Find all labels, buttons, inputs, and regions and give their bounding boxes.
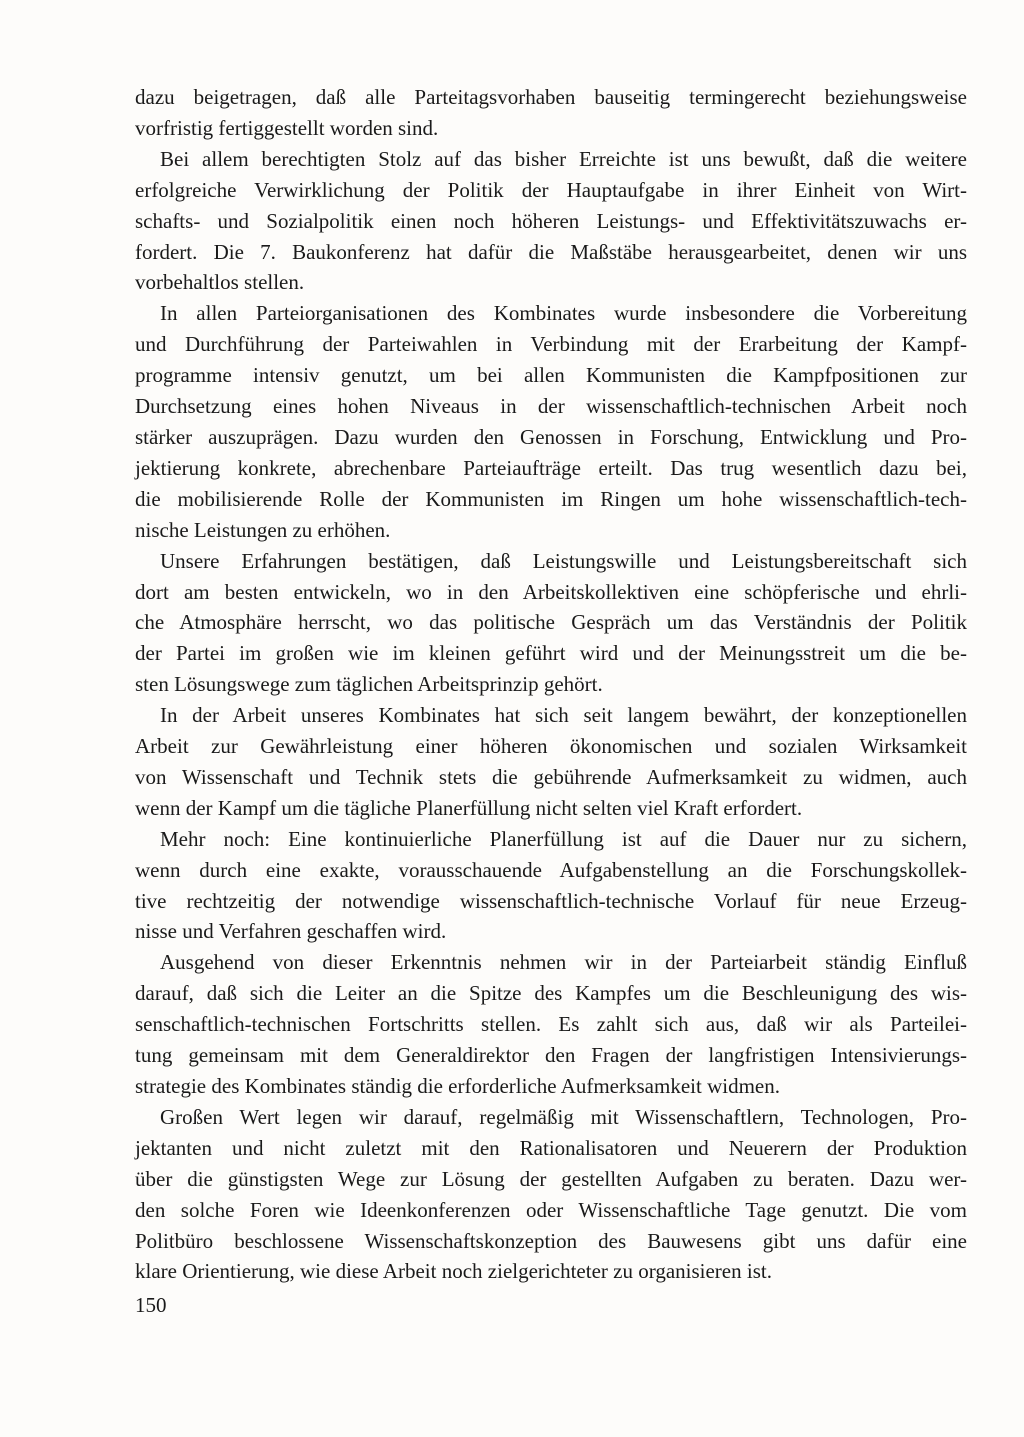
paragraph (135, 298, 967, 545)
text-line: jektanten und nicht zuletzt mit den Rationalisatoren und Neuerern der Produktion (135, 1135, 967, 1160)
text-line: stärker auszuprägen. Dazu wurden den Genossen in Forschung, Entwicklung und Pro- (135, 424, 967, 449)
text-line: programme intensiv genutzt, um bei allen Kommunisten die Kampfpositionen zur (135, 363, 967, 388)
paragraph (135, 947, 967, 1102)
text-line: schafts- und Sozialpolitik einen noch höheren Leistungs- und Effektivitätszuwachs er- (135, 208, 967, 233)
text-line: Mehr noch: Eine kontinuierliche Planerfüllung ist auf die Dauer nur zu sichern, (160, 826, 967, 851)
paragraph (135, 144, 967, 299)
text-line: senschaftlich-technischen Fortschritts stellen. Es zahlt sich aus, daß wir als Parteilei- (135, 1012, 967, 1037)
paragraph (135, 1102, 967, 1287)
text-line: wenn durch eine exakte, vorausschauende Aufgabenstellung an die Forschungskollek- (135, 857, 967, 882)
text-line: tive rechtzeitig der notwendige wissenschaftlich-technische Vorlauf für neue Erzeug- (135, 888, 967, 913)
paragraph (135, 82, 967, 144)
text-line: der Partei im großen wie im kleinen geführt wird und der Meinungsstreit um die be- (135, 641, 967, 666)
page-number: 150 (135, 1293, 167, 1317)
paragraph (135, 824, 967, 948)
text-line: dort am besten entwickeln, wo in den Arbeitskollektiven eine schöpferische und ehrli- (135, 579, 967, 604)
text-line: wenn der Kampf um die tägliche Planerfüllung nicht selten viel Kraft erfordert. (135, 795, 803, 820)
text-line: nisse und Verfahren geschaffen wird. (135, 919, 447, 944)
text-line: vorbehaltlos stellen. (135, 270, 305, 295)
text-line: tung gemeinsam mit dem Generaldirektor den Fragen der langfristigen Intensivierungs- (135, 1043, 967, 1068)
text-line: erfolgreiche Verwirklichung der Politik der Hauptaufgabe in ihrer Einheit von Wirt- (135, 177, 967, 202)
text-line: Ausgehend von dieser Erkenntnis nehmen wir in der Parteiarbeit ständig Einfluß (160, 950, 967, 975)
text-line: den solche Foren wie Ideenkonferenzen oder Wissenschaftliche Tage genutzt. Die vom (135, 1197, 967, 1222)
text-line: Politbüro beschlossene Wissenschaftskonzeption des Bauwesens gibt uns dafür eine (135, 1228, 967, 1253)
text-line: von Wissenschaft und Technik stets die gebührende Aufmerksamkeit zu widmen, auch (135, 764, 967, 789)
text-line: Unsere Erfahrungen bestätigen, daß Leistungswille und Leistungsbereitschaft sich (160, 548, 967, 573)
text-line: nische Leistungen zu erhöhen. (135, 517, 391, 542)
text-line: vorfristig fertiggestellt worden sind. (135, 115, 439, 140)
text-line: fordert. Die 7. Baukonferenz hat dafür die Maßstäbe herausgearbeitet, denen wir uns (135, 239, 967, 264)
text-line: sten Lösungswege zum täglichen Arbeitsprinzip gehört. (135, 672, 603, 697)
text-line: klare Orientierung, wie diese Arbeit noch zielgerichteter zu organisieren ist. (135, 1259, 772, 1284)
paragraph (135, 546, 967, 701)
text-line: Großen Wert legen wir darauf, regelmäßig mit Wissenschaftlern, Technologen, Pro- (160, 1104, 967, 1129)
text-line: jektierung konkrete, abrechenbare Parteiaufträge erteilt. Das trug wesentlich dazu bei, (135, 455, 967, 480)
text-line: Bei allem berechtigten Stolz auf das bisher Erreichte ist uns bewußt, daß die weitere (160, 146, 967, 171)
text-line: und Durchführung der Parteiwahlen in Verbindung mit der Erarbeitung der Kampf- (135, 332, 967, 357)
text-line: Durchsetzung eines hohen Niveaus in der wissenschaftlich-technischen Arbeit noch (135, 394, 967, 419)
text-line: Arbeit zur Gewährleistung einer höheren ökonomischen und sozialen Wirksamkeit (135, 734, 967, 759)
text-line: darauf, daß sich die Leiter an die Spitze des Kampfes um die Beschleunigung des wis- (135, 981, 967, 1006)
text-line: che Atmosphäre herrscht, wo das politische Gespräch um das Verständnis der Politik (135, 610, 967, 635)
paragraph (135, 700, 967, 824)
text-line: In allen Parteiorganisationen des Kombinates wurde insbesondere die Vorbereitung (160, 301, 967, 326)
text-line: In der Arbeit unseres Kombinates hat sich seit langem bewährt, der konzeptionellen (160, 703, 967, 728)
text-line: die mobilisierende Rolle der Kommunisten im Ringen um hohe wissenschaftlich-tech- (135, 486, 967, 511)
text-line: über die günstigsten Wege zur Lösung der gestellten Aufgaben zu beraten. Dazu wer- (135, 1166, 967, 1191)
body-text (135, 82, 967, 1287)
text-line: dazu beigetragen, daß alle Parteitagsvorhaben bauseitig termingerecht beziehungsweise (135, 85, 967, 109)
text-line: strategie des Kombinates ständig die erforderliche Aufmerksamkeit widmen. (135, 1074, 780, 1098)
